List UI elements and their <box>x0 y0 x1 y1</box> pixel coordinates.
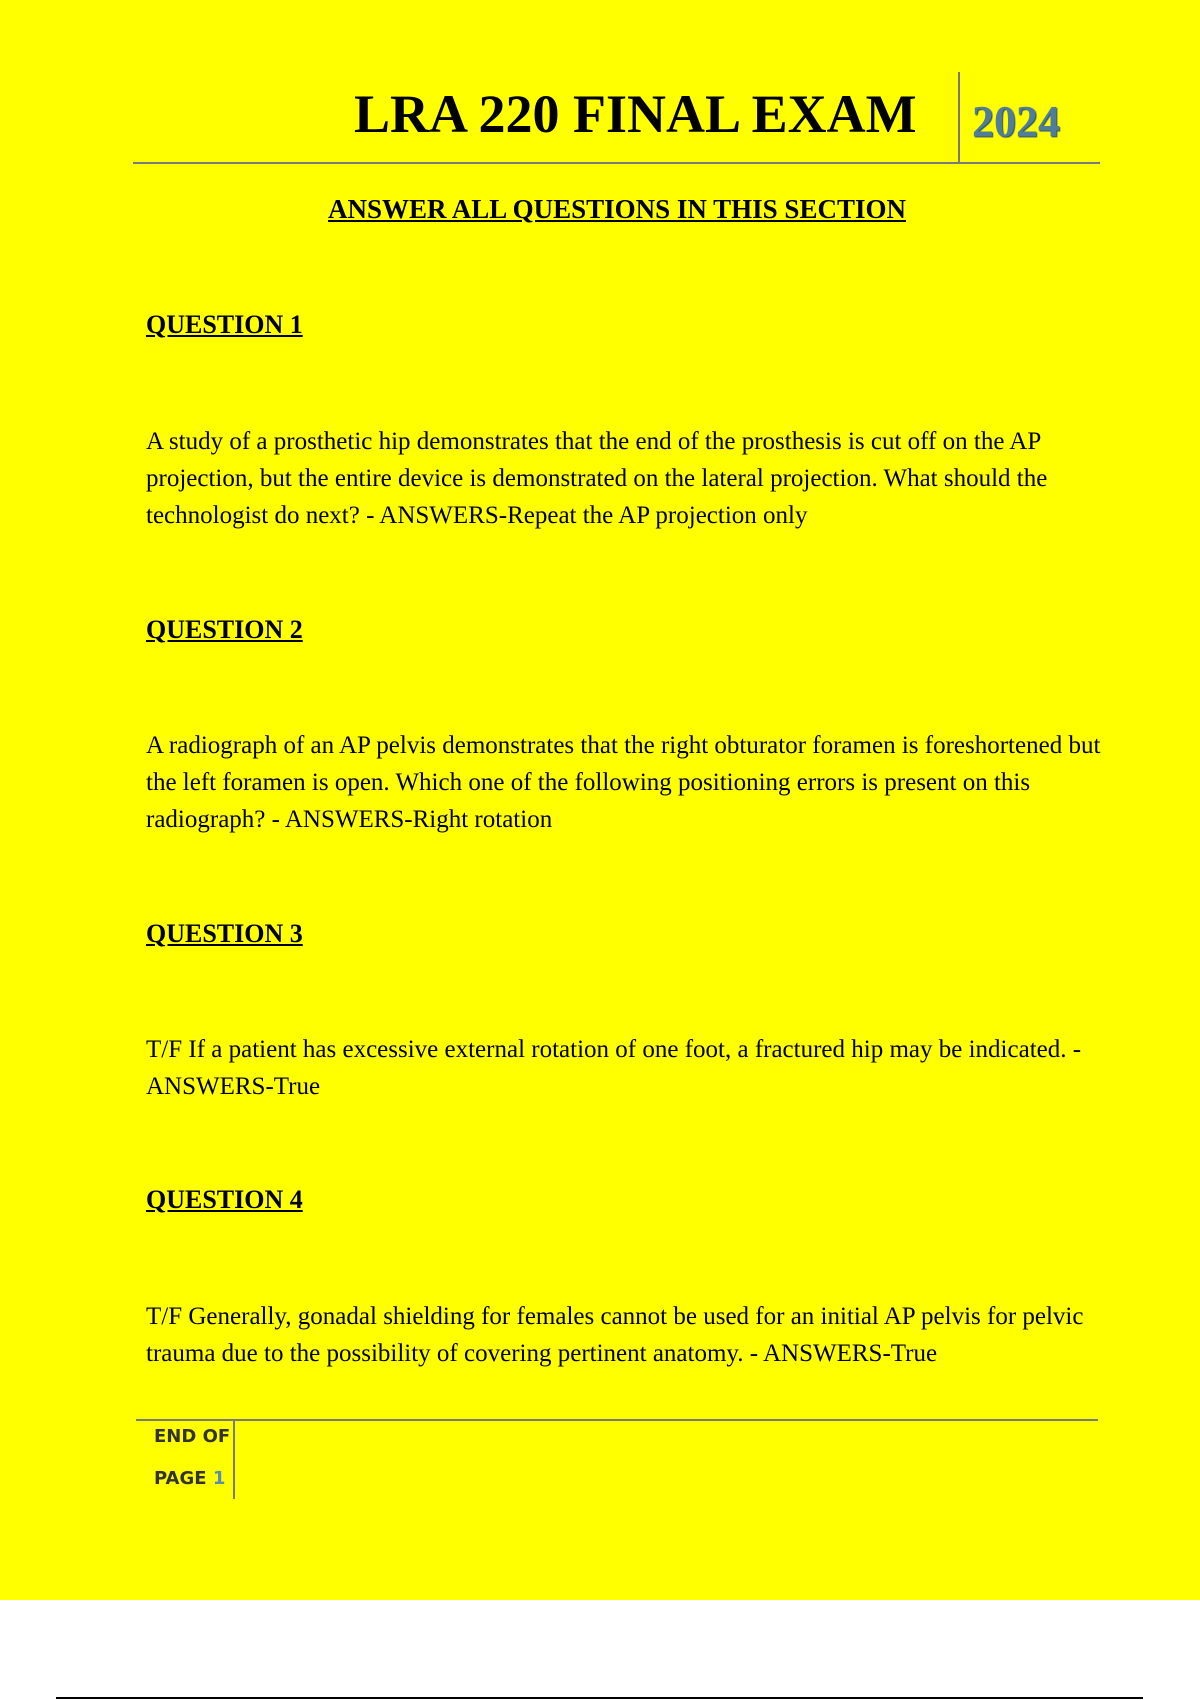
question-4-text: T/F Generally, gonadal shielding for females cannot be used for an initial AP pelvis for pelvic trauma due to the possibility of covering pertinent anatomy. - ANSWERS-True <box>146 1303 1084 1367</box>
footer-page-number: 1 <box>212 1468 226 1489</box>
question-1-heading: QUESTION 1 <box>146 310 303 339</box>
exam-year: 2024 <box>972 97 1060 146</box>
exam-title: LRA 220 FINAL EXAM <box>354 84 917 144</box>
bottom-rule <box>56 1697 1143 1699</box>
question-2-heading: QUESTION 2 <box>146 615 303 644</box>
footer-page-word: PAGE <box>154 1468 207 1489</box>
footer-end-of: END OF <box>154 1426 231 1447</box>
question-3-text: T/F If a patient has excessive external rotation of one foot, a fractured hip may be indicated. - ANSWERS-True <box>146 1036 1082 1100</box>
question-4-heading: QUESTION 4 <box>146 1185 303 1214</box>
question-1-text: A study of a prosthetic hip demonstrates that the end of the prosthesis is cut off on the AP projection, but the entire device is demonstrated on the lateral projection. What should the technologist do next? - ANSWERS-Repeat the AP projection only <box>146 428 1048 529</box>
header-divider <box>958 72 960 164</box>
question-2-text: A radiograph of an AP pelvis demonstrates that the right obturator foramen is foreshortened but the left foramen is open. Which one of the following positioning errors is present on this radiograph? - ANSWERS-Right rotation <box>146 732 1101 833</box>
footer-page-label <box>154 1467 234 1491</box>
question-3-heading: QUESTION 3 <box>146 919 303 948</box>
footer-rule <box>136 1419 1098 1421</box>
section-instruction: ANSWER ALL QUESTIONS IN THIS SECTION <box>328 194 906 224</box>
header-rule <box>133 162 1100 164</box>
